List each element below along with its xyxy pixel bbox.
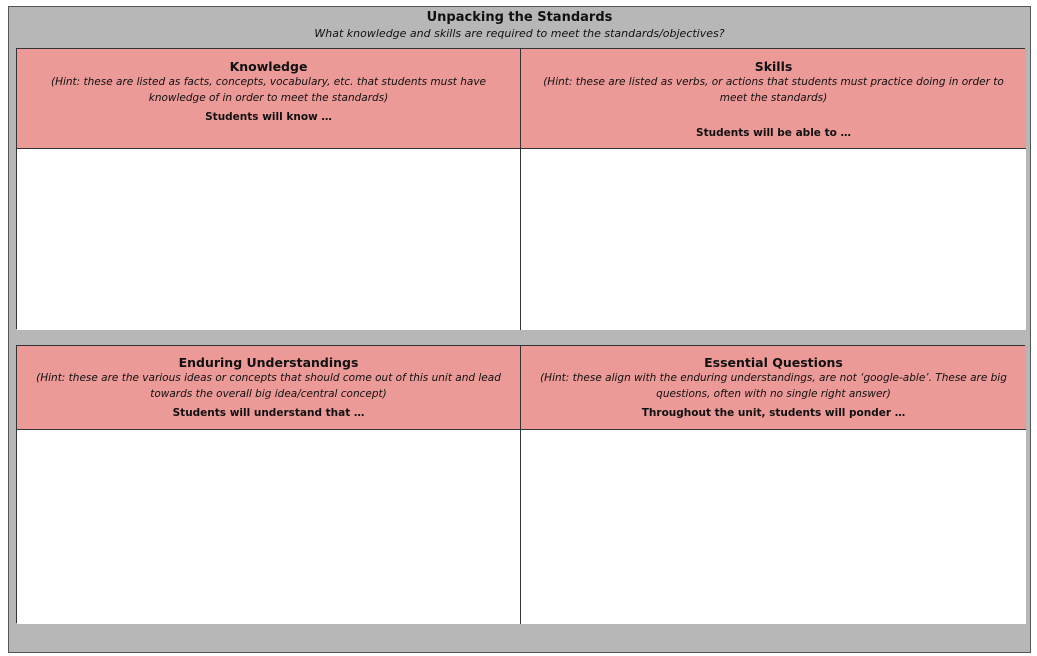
essential-questions-lead: Throughout the unit, students will ponder …: [641, 407, 906, 419]
knowledge-entry-area[interactable]: [17, 149, 521, 330]
skills-entry-area[interactable]: [521, 149, 1026, 330]
enduring-understandings-hint: (Hint: these are the various ideas or concepts that should come out of this unit and lead towards the overall big idea/central concept): [36, 372, 501, 400]
essential-questions-entry-area[interactable]: [521, 430, 1026, 624]
skills-title: Skills: [754, 59, 793, 74]
skills-header: [521, 49, 1026, 149]
top-table: [16, 48, 1025, 329]
enduring-understandings-title: Enduring Understandings: [178, 355, 359, 370]
knowledge-lead: Students will know …: [205, 111, 332, 123]
essential-questions-title: Essential Questions: [704, 355, 843, 370]
page-subtitle: What knowledge and skills are required to meet the standards/objectives?: [314, 27, 725, 40]
enduring-understandings-entry-area[interactable]: [17, 430, 521, 624]
enduring-understandings-lead: Students will understand that …: [172, 407, 365, 419]
page-title: Unpacking the Standards: [426, 10, 613, 25]
knowledge-header: [17, 49, 521, 149]
knowledge-hint: (Hint: these are listed as facts, concepts, vocabulary, etc. that students must have knowledge of in order to meet the standards): [50, 76, 487, 104]
skills-lead: Students will be able to …: [696, 127, 851, 139]
essential-questions-header: [521, 346, 1026, 430]
knowledge-title: Knowledge: [229, 59, 308, 74]
essential-questions-hint: (Hint: these align with the enduring understandings, are not ‘google-able’. These are big questions, often with no single right answer): [540, 372, 1007, 400]
bottom-table: [16, 345, 1025, 623]
skills-hint: (Hint: these are listed as verbs, or actions that students must practice doing in order to meet the standards): [543, 76, 1004, 104]
worksheet-frame: [8, 6, 1031, 653]
enduring-understandings-header: [17, 346, 521, 430]
